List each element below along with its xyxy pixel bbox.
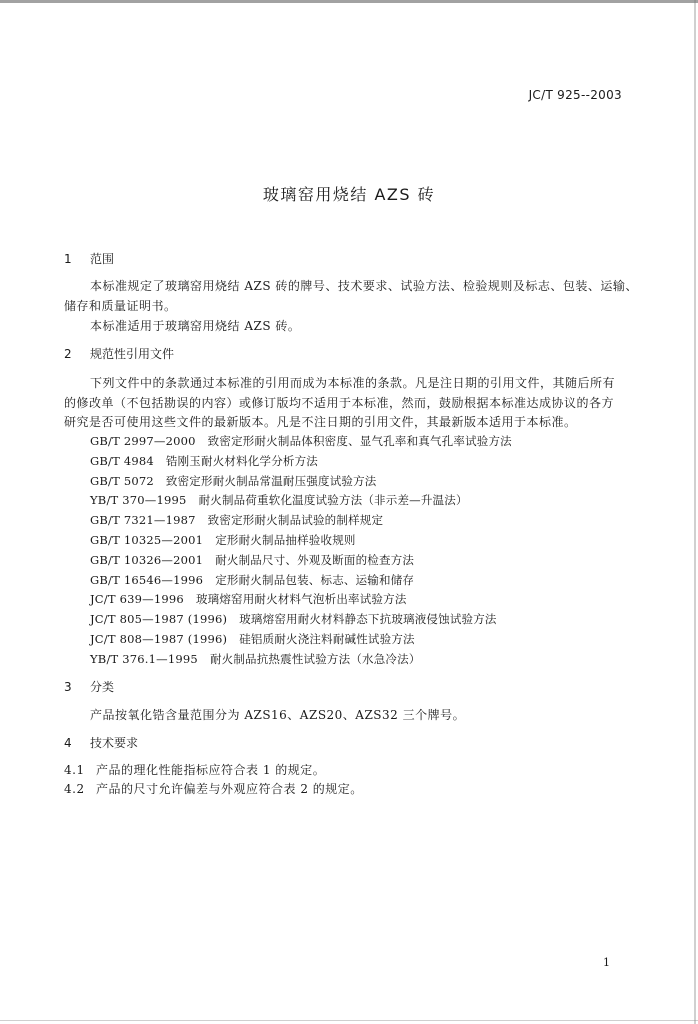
clause-number: 4.2 [64,782,85,796]
section-number: 2 [64,347,72,361]
reference-title: 玻璃熔窑用耐火材料气泡析出率试验方法 [195,592,407,606]
reference-code: GB/T 16546—1996 [90,573,204,587]
section-1-paragraph-1-line-2: 储存和质量证明书。 [64,299,177,313]
page-title: 玻璃窑用烧结 AZS 砖 [262,185,436,204]
section-1-paragraph-1-line-1: 本标准规定了玻璃窑用烧结 AZS 砖的牌号、技术要求、试验方法、检验规则及标志、包装、运输、 [90,279,638,293]
reference-item [90,473,377,489]
section-title: 规范性引用文件 [90,347,175,361]
reference-code: GB/T 10326—2001 [90,553,204,567]
scan-edge-right [694,0,696,1024]
section-2-intro-line-2: 的修改单（不包括勘误的内容）或修订版均不适用于本标准，然而，鼓励根据本标准达成协议的各方 [64,396,615,410]
reference-title: 玻璃熔窑用耐火材料静态下抗玻璃液侵蚀试验方法 [239,612,497,626]
reference-code: JC/T 639—1996 [90,592,184,606]
section-2-intro-line-3: 研究是否可使用这些文件的最新版本。凡是不注日期的引用文件，其最新版本适用于本标准。 [64,415,577,429]
reference-item [90,651,421,667]
reference-code: YB/T 376.1—1995 [90,652,198,666]
section-number: 3 [64,680,72,694]
reference-item [90,572,414,588]
reference-code: GB/T 10325—2001 [90,533,204,547]
reference-code: GB/T 7321—1987 [90,513,196,527]
section-1-paragraph-2: 本标准适用于玻璃窑用烧结 AZS 砖。 [90,319,301,333]
section-title: 技术要求 [90,736,139,750]
reference-item [90,631,415,647]
scan-edge-bottom [0,1020,698,1021]
reference-item [90,552,414,568]
section-3-heading [64,678,114,695]
reference-item [90,453,318,469]
reference-item [90,611,497,627]
section-title: 范围 [90,252,115,266]
reference-title: 耐火制品抗热震性试验方法（水急冷法） [209,652,421,666]
section-4-heading [64,734,138,751]
reference-code: GB/T 2997—2000 [90,434,196,448]
clause-text: 产品的理化性能指标应符合表 1 的规定。 [96,763,326,777]
reference-title: 致密定形耐火制品常温耐压强度试验方法 [165,474,377,488]
section-2-intro-line-1: 下列文件中的条款通过本标准的引用而成为本标准的条款。凡是注日期的引用文件，其随后所有 [90,376,616,390]
page-number: 1 [603,956,610,969]
clause-text: 产品的尺寸允许偏差与外观应符合表 2 的规定。 [96,782,363,796]
reference-title: 耐火制品荷重软化温度试验方法（非示差—升温法） [198,493,468,507]
reference-item [90,591,407,607]
reference-code: GB/T 4984 [90,454,154,468]
reference-title: 致密定形耐火制品试验的制样规定 [207,513,384,527]
reference-title: 定形耐火制品包装、标志、运输和储存 [215,573,415,587]
reference-code: GB/T 5072 [90,474,154,488]
section-number: 1 [64,252,72,266]
document-code: JC/T 925--2003 [528,88,622,102]
section-3-paragraph: 产品按氧化锆含量范围分为 AZS16、AZS20、AZS32 三个牌号。 [90,708,466,722]
reference-title: 定形耐火制品抽样验收规则 [215,533,356,547]
section-number: 4 [64,736,72,750]
section-title: 分类 [90,680,115,694]
reference-code: YB/T 370—1995 [90,493,187,507]
reference-code: JC/T 805—1987 (1996) [90,612,228,626]
reference-item [90,512,383,528]
reference-code: JC/T 808—1987 (1996) [90,632,228,646]
reference-item [90,532,356,548]
reference-title: 硅铝质耐火浇注料耐碱性试验方法 [239,632,415,646]
reference-title: 锆刚玉耐火材料化学分析方法 [165,454,319,468]
clause-4-2 [64,780,363,797]
clause-4-1 [64,761,325,778]
reference-title: 耐火制品尺寸、外观及断面的检查方法 [215,553,415,567]
section-2-heading [64,345,174,362]
reference-item [90,433,512,449]
reference-item [90,492,468,508]
clause-number: 4.1 [64,763,85,777]
section-1-heading [64,250,114,267]
scan-edge-top [0,0,698,3]
reference-title: 致密定形耐火制品体积密度、显气孔率和真气孔率试验方法 [207,434,512,448]
